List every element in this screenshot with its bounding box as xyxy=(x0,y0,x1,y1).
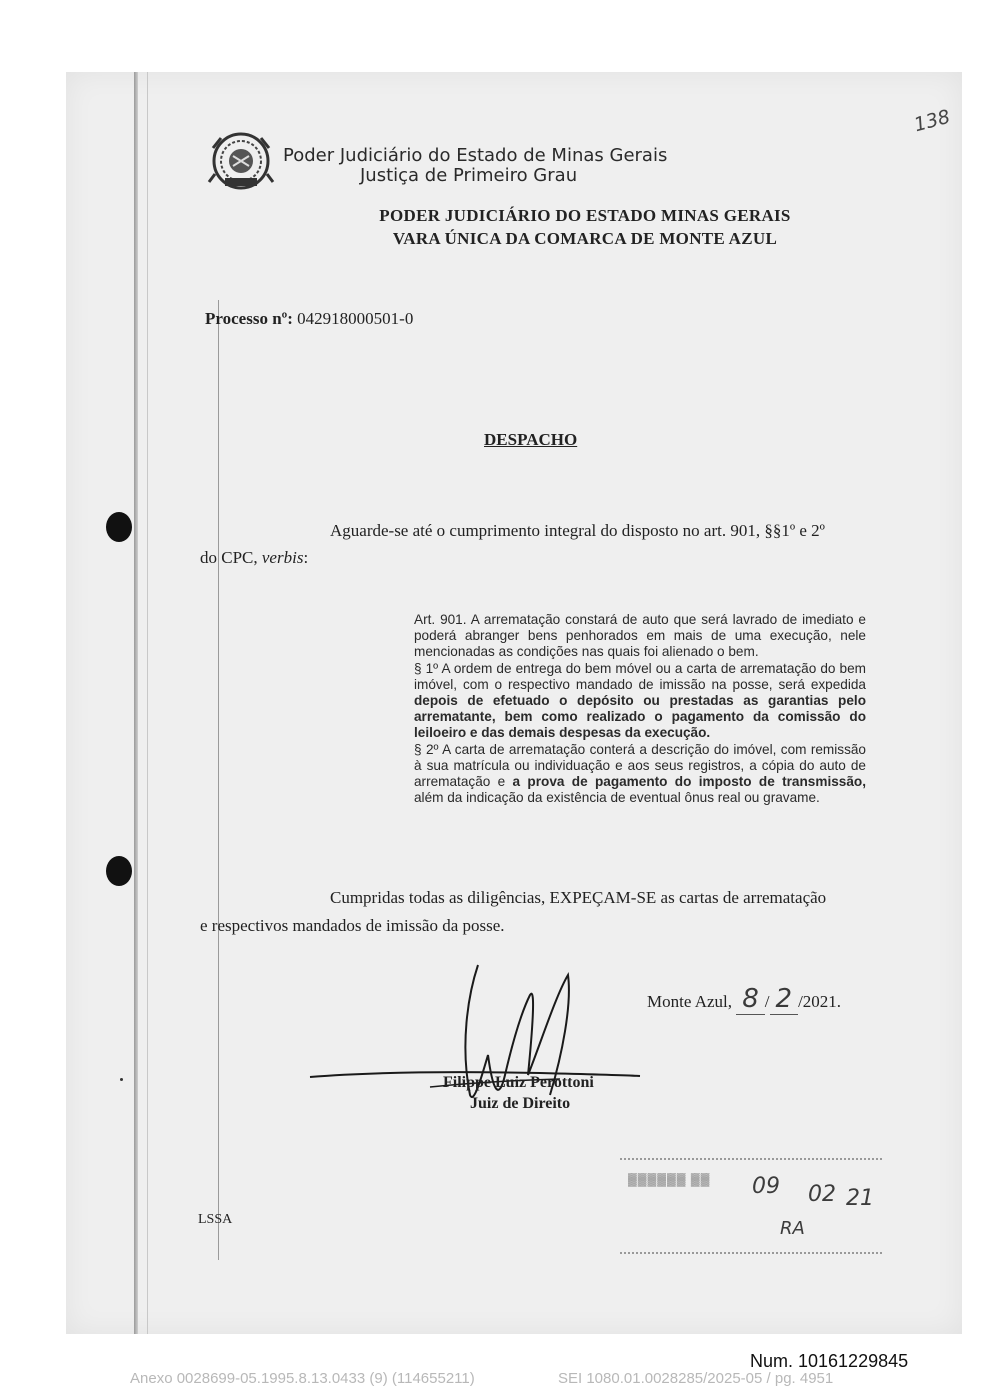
signer-title: Juiz de Direito xyxy=(470,1095,571,1112)
paragraph1-text: do CPC, xyxy=(200,548,262,567)
stamp-day: 09 xyxy=(752,1174,780,1199)
receipt-stamp xyxy=(620,1158,882,1254)
paragraph2-line1: Cumpridas todas as diligências, EXPEÇAM-SE as cartas de arrematação xyxy=(330,888,827,907)
punch-hole-bottom xyxy=(106,856,132,886)
handwritten-day: 8 xyxy=(736,984,765,1015)
process-value: 042918000501-0 xyxy=(297,309,414,328)
page-fold-line xyxy=(134,72,138,1334)
stamp-faded-text: ▓▓▓▓▓▓ ▓▓ xyxy=(628,1172,711,1186)
law-quotation xyxy=(414,612,866,806)
process-label: Processo nº: xyxy=(205,309,293,328)
footer-sei: SEI 1080.01.0028285/2025-05 / pg. 4951 xyxy=(558,1370,834,1387)
punch-hole-top xyxy=(106,512,132,542)
institution-line2: Justiça de Primeiro Grau xyxy=(360,165,578,186)
stamp-year: 21 xyxy=(846,1186,874,1211)
paragraph1-italic: verbis xyxy=(261,548,304,567)
court-title-line2: VARA ÚNICA DA COMARCA DE MONTE AZUL xyxy=(392,229,778,248)
handwritten-month: 2 xyxy=(770,984,799,1015)
paragraph1-line1: Aguarde-se até o cumprimento integral do disposto no art. 901, §§1º e 2º xyxy=(330,521,825,540)
quote-p1-text: § 1º A ordem de entrega do bem móvel ou a carta de arrematação do bem imóvel, com o respectivo mandado de imissão na posse, será expedida xyxy=(414,660,866,692)
author-initials: LSSA xyxy=(198,1212,233,1227)
date-separator: / xyxy=(764,992,770,1011)
stamp-initials: RA xyxy=(780,1218,805,1239)
date-line xyxy=(647,984,841,1015)
quote-paragraph1 xyxy=(414,661,866,742)
quote-p2-bold: a prova de pagamento do imposto de transmissão, xyxy=(512,774,866,790)
signer-name: Filippe Luiz Perottoni xyxy=(443,1074,594,1091)
page-fold-shadow xyxy=(147,72,148,1334)
court-title-line1: PODER JUDICIÁRIO DO ESTADO MINAS GERAIS xyxy=(379,206,791,225)
document-number: Num. 10161229845 xyxy=(750,1351,909,1371)
speck xyxy=(120,1078,123,1081)
process-number xyxy=(205,309,413,329)
date-place: Monte Azul, xyxy=(647,992,732,1011)
quote-p2-end: além da indicação da existência de eventual ônus real ou gravame. xyxy=(414,790,820,806)
coat-of-arms-icon xyxy=(205,128,277,194)
footer-annex: Anexo 0028699-05.1995.8.13.0433 (9) (114655211) xyxy=(130,1370,475,1387)
stamp-month: 02 xyxy=(808,1182,836,1207)
institution-line1: Poder Judiciário do Estado de Minas Gerais xyxy=(283,145,668,166)
quote-paragraph2 xyxy=(414,742,866,807)
date-year: /2021. xyxy=(798,992,842,1011)
quote-p2-text: § 2º A carta de arrematação conterá a descrição do imóvel, com remissão à sua matrícula ou individuação e aos seus registros, a cópia do auto de arrematação e xyxy=(414,741,866,790)
paragraph1-line2 xyxy=(200,548,308,568)
handwritten-page-number: 138 xyxy=(911,105,953,137)
document-heading: DESPACHO xyxy=(484,430,578,449)
margin-line xyxy=(218,300,219,1260)
quote-article: Art. 901. A arrematação constará de auto que será lavrado de imediato e poderá abranger bens penhorados em mais de uma execução, nele mencionadas as condições nas quais foi alienado o bem. xyxy=(414,612,866,660)
paragraph1-colon: : xyxy=(303,548,309,567)
paragraph2-line2: e respectivos mandados de imissão da posse. xyxy=(200,916,505,935)
quote-p1-bold: depois de efetuado o depósito ou prestadas as garantias pelo arrematante, bem como realizado o pagamento da comissão do leiloeiro e das demais despesas da execução. xyxy=(414,693,866,741)
